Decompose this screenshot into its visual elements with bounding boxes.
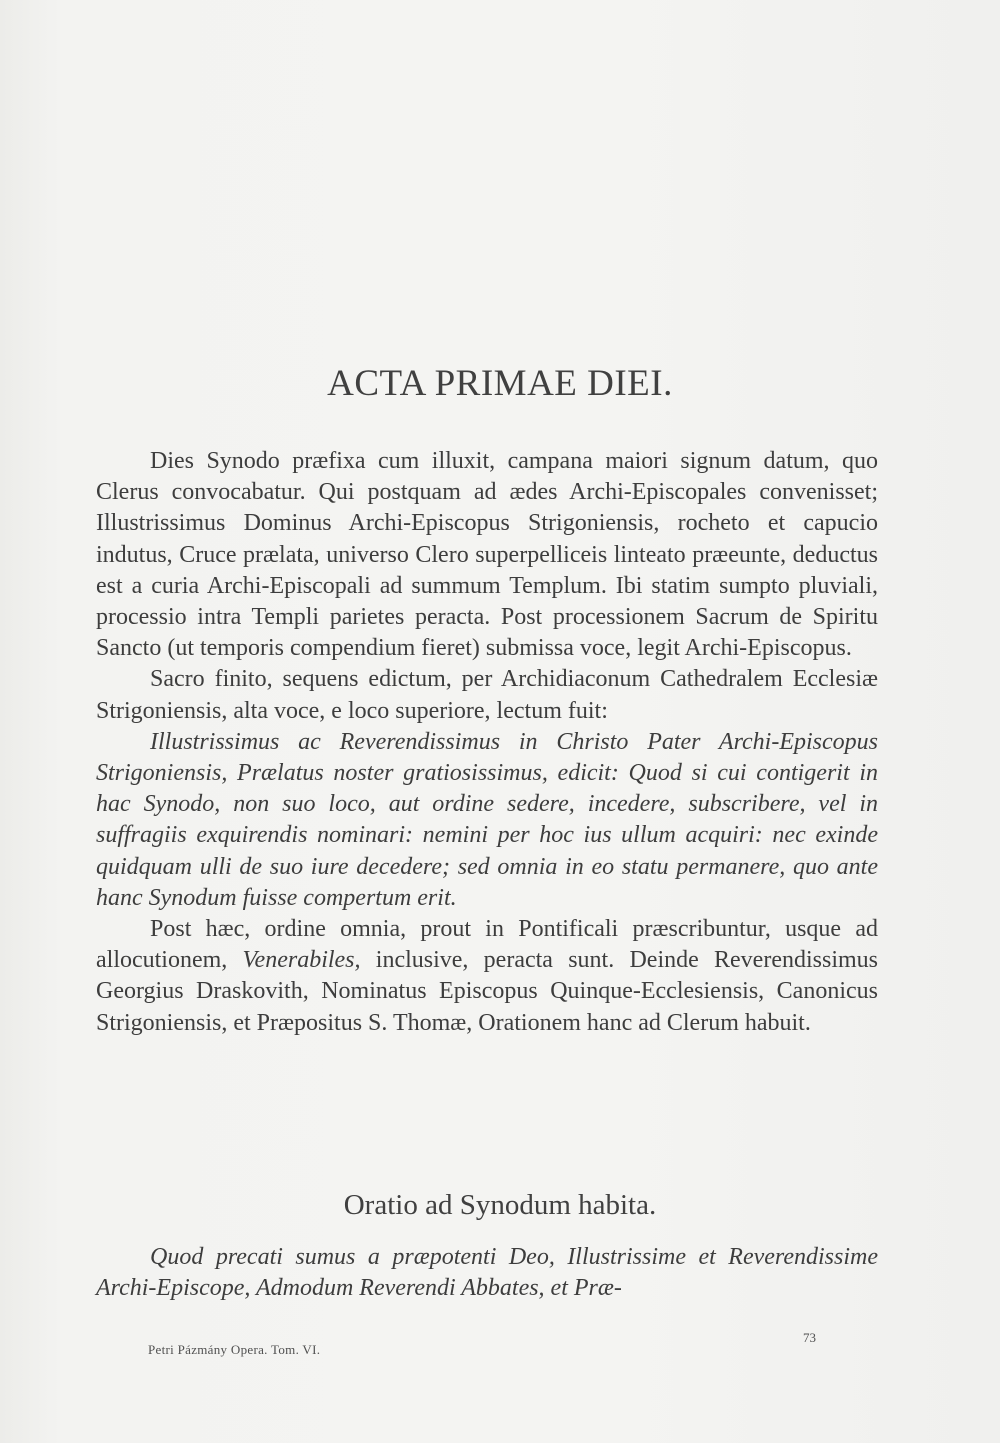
acta-body bbox=[96, 446, 878, 1039]
oratio-paragraph: Quod precati sumus a præpotenti Deo, Illustrissime et Reverendissime Archi-Episcope, Admodum Reverendi Abbates, et Præ- bbox=[96, 1244, 878, 1302]
section-title: Oratio ad Synodum habita. bbox=[343, 1189, 657, 1221]
paragraph-oration-intro-end: inclusive, peracta sunt. Deinde Reverendissimus Georgius Draskovith, Nominatus Episcopus Quinque-Ecclesiensis, Canonicus Strigoniensis, et Præpositus S. Thomæ, Orationem hanc ad Clerum habuit. bbox=[96, 947, 878, 1036]
paragraph-edict-text: Illustrissimus ac Reverendissimus in Christo Pater Archi-Episcopus Strigoniensis, Prælatus noster gratiosissimus, edicit: Quod si cui contigerit in hac Synodo, non suo loco, aut ordine sedere, incedere, subscribere, vel in suffragiis exquirendis nominari: nemini per hoc ius ullum acquiri: nec exinde quidquam ulli de suo iure decedere; sed omnia in eo statu permanere, quo ante hanc Synodum fuisse compertum erit. bbox=[96, 728, 878, 911]
paragraph-synod-opening: Dies Synodo præfixa cum illuxit, campana maiori signum datum, quo Clerus convocabatur. Qui postquam ad ædes Archi-Episcopales convenisset; Illustrissimus Dominus Archi-Episcopus Strigoniensis, rocheto et capucio indutus, Cruce prælata, universo Clero superpelliceis linteato præeunte, deductus est a curia Archi-Episcopali ad summum Templum. Ibi statim sumpto pluviali, processio intra Templi parietes peracta. Post processionem Sacrum de Spiritu Sancto (ut temporis compendium fieret) submissa voce, legit Archi-Episcopus. bbox=[96, 448, 878, 662]
paragraph-oration-intro-italic: Venerabiles, bbox=[242, 947, 361, 974]
paragraph-edict-intro: Sacro finito, sequens edictum, per Archidiaconum Cathedralem Ecclesiæ Strigoniensis, alta voce, e loco superiore, lectum fuit: bbox=[96, 666, 878, 724]
paragraph-oration-intro bbox=[96, 914, 878, 1039]
oratio-body bbox=[96, 1242, 878, 1304]
footer-source: Petri Pázmány Opera. Tom. VI. bbox=[148, 1342, 321, 1357]
paragraph-oration-intro-start: Post hæc, ordine omnia, prout in Pontificali præscribuntur, usque ad allocutionem, bbox=[96, 916, 878, 974]
page-number: 73 bbox=[803, 1330, 816, 1345]
page-title: ACTA PRIMAE DIEI. bbox=[327, 363, 673, 404]
